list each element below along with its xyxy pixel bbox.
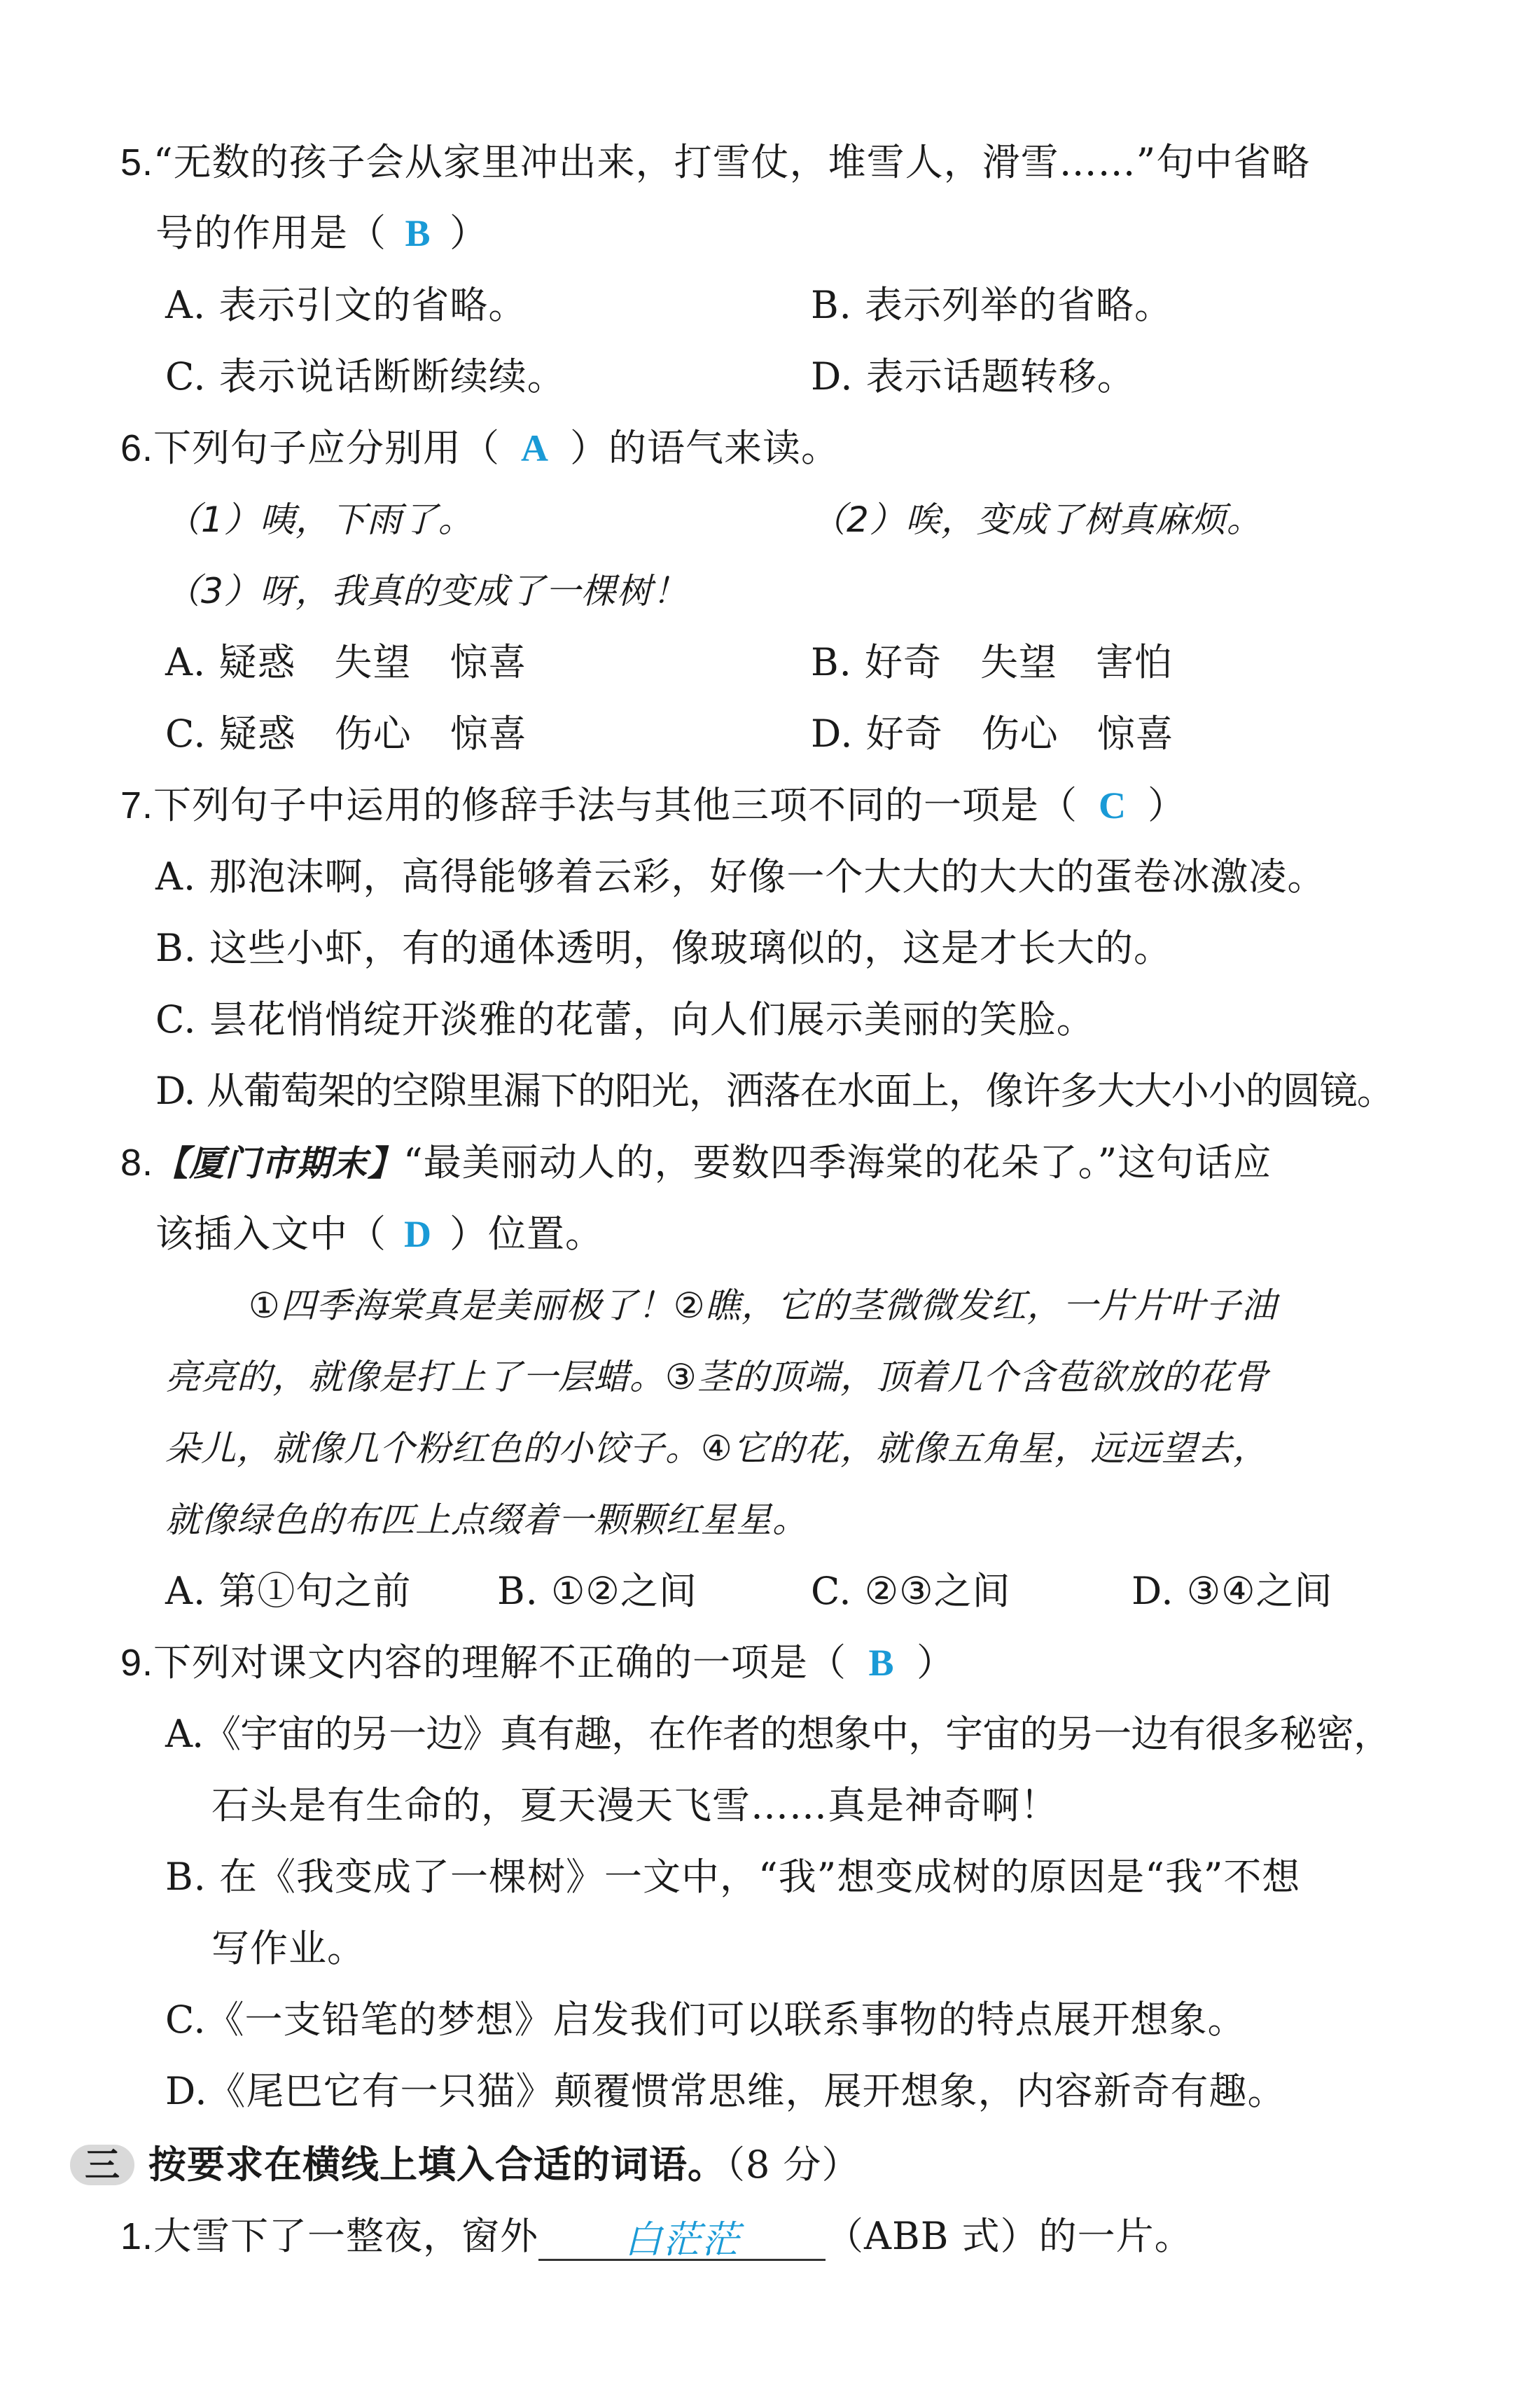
q7-stem-close: ） [1148,783,1187,827]
q7-option-c: C. 昙花悄悄绽开淡雅的花蕾，向人们展示美丽的笑脸。 [155,997,1095,1042]
q5-stem-close: ） [450,211,488,255]
q8-passage-line-4: 就像绿色的布匹上点缀着一颗颗红星星。 [165,1500,808,1540]
q9-number: 9. [120,1642,154,1684]
q8-answer: D [404,1213,432,1255]
q9-option-b-line-1: B. 在《我变成了一棵树》一文中，“我”想变成树的原因是“我”不想 [165,1855,1301,1899]
q5-answer: B [405,212,431,254]
q6-stem-text: 下列句子应分别用（ [153,426,501,470]
q6-stem [120,424,840,473]
q8-stem-text-2: 该插入文中（ [155,1212,387,1256]
q8-option-a: A. 第①句之前 [165,1569,412,1613]
q8-option-b: B. ①②之间 [497,1569,697,1613]
q6-option-a: A. 疑惑 失望 惊喜 [165,640,527,684]
s3-q1-text-pre: 大雪下了一整夜，窗外 [153,2214,539,2258]
q5-option-a: A. 表示引文的省略。 [165,283,527,327]
q6-option-d: D. 好奇 伤心 惊喜 [811,712,1174,756]
s3-q1-line [120,2212,1193,2261]
q9-answer: B [868,1642,895,1684]
s3-q1-answer: 白茫茫 [624,2217,740,2262]
q6-sentence-2: （2）唉，变成了树真麻烦。 [811,499,1262,540]
q8-stem-line-1 [120,1138,1272,1188]
q8-passage-line-2: 亮亮的，就像是打上了一层蜡。③茎的顶端，顶着几个含苞欲放的花骨 [165,1357,1269,1397]
q9-option-c: C.《一支铅笔的梦想》启发我们可以联系事物的特点展开想象。 [165,1998,1246,2042]
q6-sentence-3: （3）呀，我真的变成了一棵树！ [165,571,688,611]
q7-option-d: D. 从葡萄架的空隙里漏下的阳光，洒落在水面上，像许多大大小小的圆镜。 [155,1069,1394,1113]
q8-number: 8. [120,1142,154,1184]
q8-stem-close: ）位置。 [450,1212,604,1256]
q6-option-c: C. 疑惑 伤心 惊喜 [165,712,527,756]
q6-sentence-1: （1）咦，下雨了。 [165,499,474,540]
q8-passage-line-1: ①四季海棠真是美丽极了！②瞧，它的茎微微发红，一片片叶子油 [249,1285,1277,1326]
q5-stem-text-1: “无数的孩子会从家里冲出来，打雪仗，堆雪人，滑雪……”句中省略 [153,140,1311,184]
q9-stem [120,1638,955,1687]
q9-stem-close: ） [917,1640,956,1684]
q9-option-a-line-1: A.《宇宙的另一边》真有趣，在作者的想象中，宇宙的另一边有很多秘密， [165,1712,1391,1756]
q7-stem-text: 下列句子中运用的修辞手法与其他三项不同的一项是（ [153,783,1078,827]
q7-answer: C [1099,784,1127,826]
q5-stem-line-2 [155,209,488,258]
q5-option-d: D. 表示话题转移。 [811,354,1136,399]
section-3-badge [70,2145,134,2185]
q7-option-a: A. 那泡沫啊，高得能够着云彩，好像一个大大的大大的蛋卷冰激凌。 [155,854,1326,899]
section-3-heading [148,2140,861,2189]
q8-passage-line-3: 朵儿，就像几个粉红色的小饺子。④它的花，就像五角星，远远望去， [165,1428,1269,1469]
s3-q1-answer-blank [538,2215,826,2261]
q6-stem-close: ）的语气来读。 [570,426,840,470]
q5-number: 5. [120,141,154,184]
q8-stem-text-1: “最美丽动人的，要数四季海棠的花朵了。”这句话应 [403,1140,1272,1184]
q5-option-b: B. 表示列举的省略。 [811,283,1174,327]
q5-stem-line-1 [120,138,1310,187]
s3-q1-number: 1. [120,2215,154,2257]
s3-q1-text-post: （ABB 式）的一片。 [826,2214,1193,2258]
q5-stem-text-2: 号的作用是（ [155,211,387,255]
q8-option-c: C. ②③之间 [811,1569,1011,1613]
section-3-number: 三 [85,2145,120,2185]
q8-option-d: D. ③④之间 [1131,1569,1333,1613]
q7-stem [120,781,1186,830]
q9-option-b-line-2: 写作业。 [211,1926,365,1970]
q7-number: 7. [120,784,154,826]
section-3-score: （8 分） [726,2143,861,2187]
q5-option-c: C. 表示说话断断续续。 [165,354,566,399]
section-3-title: 按要求在横线上填入合适的词语。 [148,2143,726,2187]
q9-option-a-line-2: 石头是有生命的，夏天漫天飞雪……真是神奇啊！ [211,1783,1059,1827]
q8-stem-line-2 [155,1210,604,1259]
q8-source-tag: 【厦门市期末】 [153,1143,404,1184]
q6-option-b: B. 好奇 失望 害怕 [811,640,1174,684]
q7-option-b: B. 这些小虾，有的通体透明，像玻璃似的，这是才长大的。 [155,926,1173,970]
q9-option-d: D.《尾巴它有一只猫》颠覆惯常思维，展开想象，内容新奇有趣。 [165,2069,1286,2113]
q6-answer: A [521,427,550,469]
q6-number: 6. [120,427,154,469]
q9-stem-text: 下列对课文内容的理解不正确的一项是（ [153,1640,847,1684]
